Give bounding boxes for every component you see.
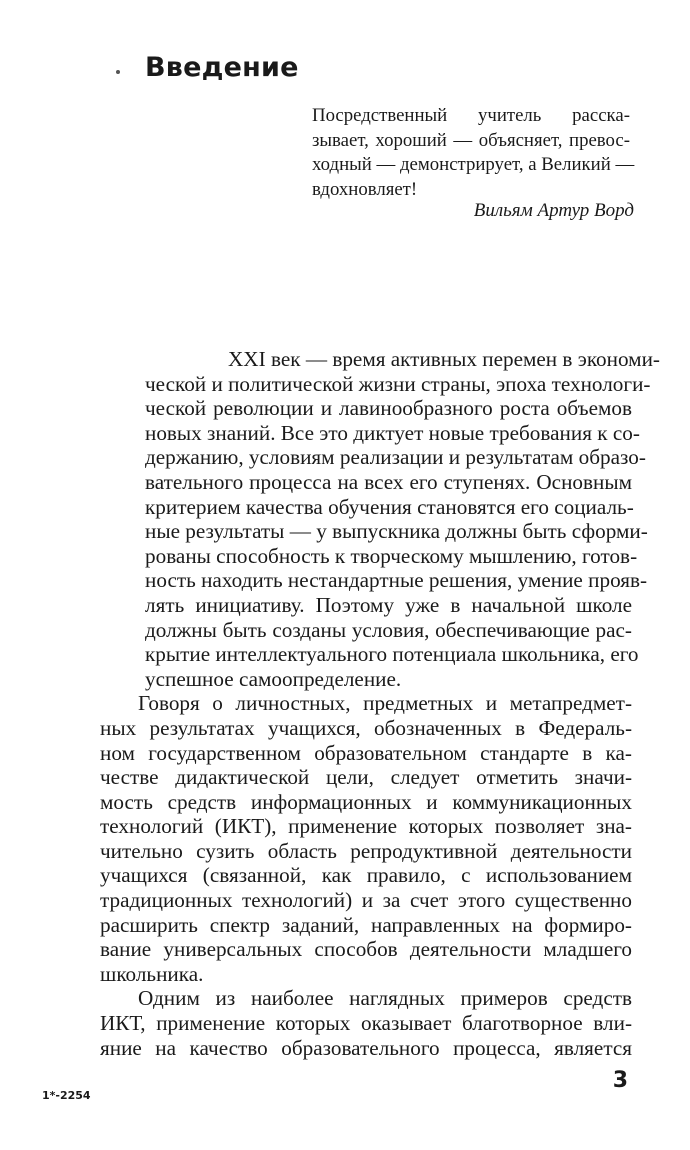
text-line: XXI век — время активных перемен в экономи- (228, 347, 660, 371)
signature-mark: 1*-2254 (42, 1089, 91, 1102)
text-line: вание универсальных способов деятельности младшего (100, 937, 632, 962)
text-line: ном государственном образовательном стандарте в ка- (100, 740, 632, 765)
text-line: технологий (ИКТ), применение которых позволяет зна- (100, 814, 632, 839)
text-line: успешное самоопределение. (145, 666, 402, 691)
text-line: честве дидактической цели, следует отметить значи- (100, 765, 632, 790)
chapter-heading: Введение (145, 52, 299, 83)
text-line: должны быть созданы условия, обеспечивающие рас- (145, 617, 632, 642)
text-line: школьника. (100, 961, 204, 986)
text-line: держанию, условиям реализации и результатам образо- (145, 445, 646, 470)
epigraph-line: Посредственный учитель расска- (312, 105, 630, 126)
text-line: рованы способность к творческому мышлению, готов- (145, 543, 638, 568)
text-line: критерием качества обучения становятся его социаль- (145, 494, 634, 519)
text-line: новых знаний. Все это диктует новые требования к со- (145, 420, 640, 445)
paragraph-3 (62, 986, 632, 1060)
epigraph-line: вдохновляет! (312, 178, 418, 200)
text-line: лять инициативу. Поэтому уже в начальной школе (145, 592, 632, 617)
text-line: Говоря о личностных, предметных и метапредмет- (138, 691, 632, 716)
body-text (62, 347, 660, 1060)
text-line: ных результатах учащихся, обозначенных в Федераль- (100, 715, 632, 740)
text-line: ческой революции и лавинообразного роста объемов (145, 396, 632, 421)
epigraph-quote (312, 104, 635, 202)
text-line: Одним из наиболее наглядных примеров средств (138, 986, 632, 1011)
page-number: 3 (612, 1068, 628, 1093)
text-line: ческой и политической жизни страны, эпоха технологи- (145, 371, 651, 396)
print-speck (116, 70, 120, 74)
text-line: вательного процесса на всех его ступенях. Основным (145, 469, 632, 494)
epigraph-line: зывает, хороший — объясняет, превос- (312, 129, 630, 151)
text-line: крытие интеллектуального потенциала школьника, его (145, 642, 639, 667)
paragraph-2 (62, 691, 632, 986)
text-line: учащихся (связанной, как правило, с использованием (100, 863, 632, 888)
text-line: чительно сузить область репродуктивной деятельности (100, 838, 632, 863)
paragraph-1 (62, 347, 660, 691)
text-line: ные результаты — у выпускника должны быть сформи- (145, 519, 648, 544)
text-line: ИКТ, применение которых оказывает благотворное вли- (100, 1011, 632, 1036)
text-line: расширить спектр заданий, направленных на формиро- (100, 912, 632, 937)
text-line: мость средств информационных и коммуникационных (100, 789, 632, 814)
epigraph-line: ходный — демонстрирует, а Великий — (312, 154, 635, 175)
text-line: ность находить нестандартные решения, умение прояв- (145, 568, 648, 593)
text-line: традиционных технологий) и за счет этого существенно (100, 888, 632, 913)
epigraph-author: Вильям Артур Ворд (473, 200, 634, 221)
text-line: яние на качество образовательного процесса, является (100, 1035, 632, 1060)
